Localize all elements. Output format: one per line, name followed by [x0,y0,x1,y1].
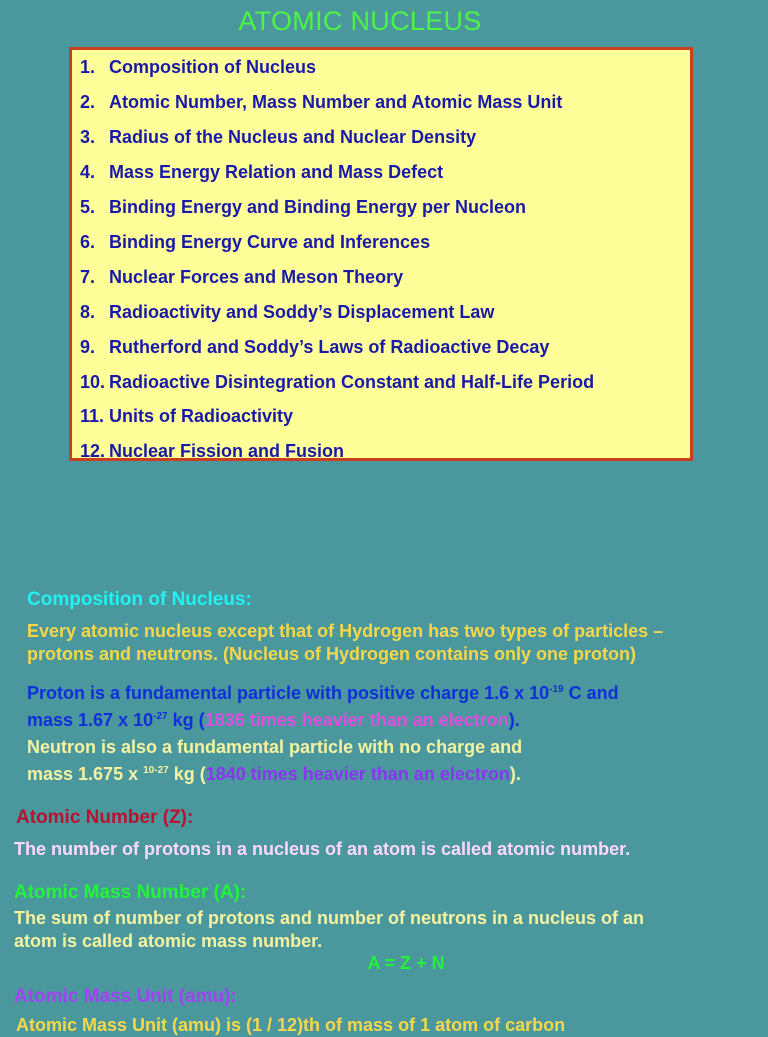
composition-intro-line: Every atomic nucleus except that of Hydrogen has two types of particles – [27,621,664,641]
toc-item [80,232,430,253]
composition-intro [27,620,663,666]
toc-item-number: 5. [80,197,96,217]
atomic-number-text: The number of protons in a nucleus of an atom is called atomic number. [14,839,631,859]
toc-item [80,267,403,288]
toc-item-label: Binding Energy and Binding Energy per Nucleon [109,197,527,217]
toc-item [80,441,344,462]
toc-item-number: 7. [80,267,96,287]
toc-item [80,337,549,358]
toc-item [80,57,316,78]
toc-item-label: Radius of the Nucleus and Nuclear Density [109,127,477,147]
toc-item-label: Radioactivity and Soddy’s Displacement Law [109,302,495,322]
proton-charge-unit: C and [563,683,619,703]
proton-close: ). [508,710,520,730]
proton-mass-text: mass 1.67 x 10 [27,710,154,730]
mass-number-heading: Atomic Mass Number (A): [14,882,247,903]
table-of-contents [69,47,693,461]
toc-item-number: 1. [80,57,96,77]
toc-item-number: 11. [80,406,105,426]
neutron-mass-unit: kg ( [168,764,206,784]
proton-mass-exponent: -27 [153,711,168,722]
amu-text: Atomic Mass Unit (amu) is (1 / 12)th of mass of 1 atom of carbon [16,1015,566,1035]
toc-item [80,92,562,113]
toc-item [80,372,594,393]
neutron-close: ). [509,764,521,784]
toc-item-number: 2. [80,92,96,112]
toc-item-number: 9. [80,337,96,357]
toc-item-label: Nuclear Fission and Fusion [109,441,345,461]
toc-item [80,127,476,148]
toc-item-label: Nuclear Forces and Meson Theory [109,267,404,287]
proton-line-2 [27,705,619,732]
toc-item-label: Radioactive Disintegration Constant and Half-Life Period [109,372,595,392]
composition-intro-line: protons and neutrons. (Nucleus of Hydrogen contains only one proton) [27,644,637,664]
toc-item-label: Units of Radioactivity [109,406,294,426]
composition-heading: Composition of Nucleus: [27,589,252,610]
page-title: ATOMIC NUCLEUS [238,6,482,36]
toc-item [80,162,443,183]
toc-item-number: 8. [80,302,96,322]
neutron-line-2 [27,759,522,786]
toc-item-label: Mass Energy Relation and Mass Defect [109,162,444,182]
neutron-mass-text: mass 1.675 x [27,764,144,784]
toc-item [80,406,293,427]
toc-item-label: Binding Energy Curve and Inferences [109,232,431,252]
proton-mass-unit: kg ( [167,710,205,730]
toc-item [80,302,494,323]
atomic-number-heading: Atomic Number (Z): [16,807,194,828]
proton-paragraph [27,678,619,732]
neutron-line-1: Neutron is also a fundamental particle with no charge and [27,737,523,757]
amu-heading: Atomic Mass Unit (amu): [14,986,237,1007]
mass-number-paragraph [14,907,644,953]
toc-item-label: Atomic Number, Mass Number and Atomic Mass Unit [109,92,563,112]
toc-item-number: 4. [80,162,96,182]
toc-item-number: 6. [80,232,96,252]
toc-item-label: Composition of Nucleus [109,57,316,77]
neutron-ratio: 1840 times heavier than an electron [205,764,510,784]
toc-item [80,197,526,218]
proton-ratio: 1836 times heavier than an electron [204,710,509,730]
proton-charge-text: Proton is a fundamental particle with positive charge 1.6 x 10 [27,683,550,703]
mass-number-formula: A = Z + N [367,953,445,973]
toc-item-number: 10. [80,372,106,392]
neutron-mass-exponent: 10-27 [143,765,169,776]
proton-charge-exponent: -19 [549,684,564,695]
mass-number-line: The sum of number of protons and number of neutrons in a nucleus of an [14,908,645,928]
toc-item-label: Rutherford and Soddy’s Laws of Radioactive Decay [109,337,550,357]
mass-number-line: atom is called atomic mass number. [14,931,323,951]
neutron-paragraph [27,736,522,786]
proton-line-1 [27,678,619,705]
toc-item-number: 3. [80,127,96,147]
toc-item-number: 12. [80,441,106,461]
